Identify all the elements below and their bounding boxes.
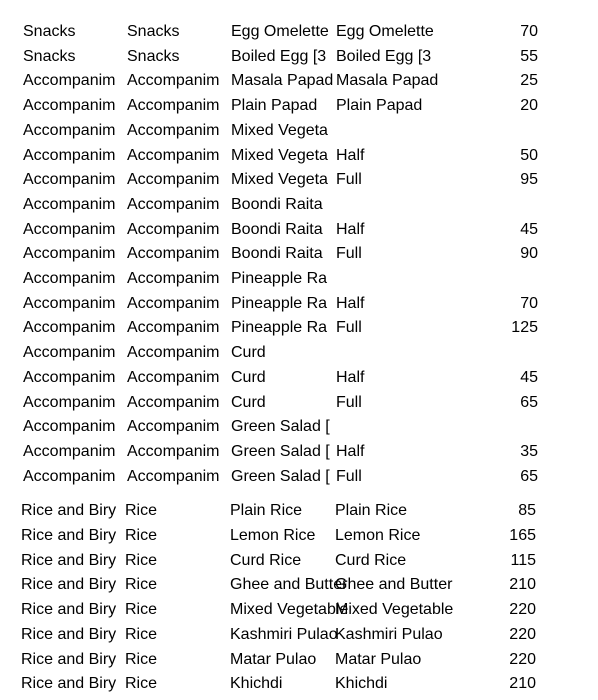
variant-cell: Plain Rice xyxy=(335,502,408,519)
price-cell: 65 xyxy=(520,467,538,485)
price-cell xyxy=(443,267,538,292)
subcategory-cell: Accompanim xyxy=(127,393,220,411)
price-cell: 35 xyxy=(520,442,538,460)
variant-cell xyxy=(336,341,435,366)
category-cell: Accompanim xyxy=(23,319,116,337)
category-cell: Accompanim xyxy=(23,418,116,436)
subcategory-cell: Rice xyxy=(125,526,158,544)
price-cell xyxy=(443,193,538,218)
price-cell xyxy=(443,415,538,440)
variant-cell xyxy=(336,193,435,218)
category-cell: Accompanim xyxy=(23,270,116,287)
category-cell: Rice and Biry xyxy=(21,675,117,693)
variant-cell: Boiled Egg [3 xyxy=(336,47,432,65)
variant-cell: Ghee and Butter xyxy=(335,576,453,594)
subcategory-cell: Rice xyxy=(125,551,158,569)
price-cell: 50 xyxy=(520,146,538,164)
category-cell: Accompanim xyxy=(23,368,116,386)
item-cell: Mixed Vegetable xyxy=(230,601,349,618)
subcategory-cell: Accompanim xyxy=(127,442,220,460)
item-cell: Matar Pulao xyxy=(230,650,317,668)
table-row xyxy=(23,69,598,94)
category-cell: Rice and Biry xyxy=(21,650,117,668)
variant-cell: Khichdi xyxy=(335,675,388,693)
variant-cell: Half xyxy=(336,442,365,460)
category-cell: Rice and Biry xyxy=(21,601,117,618)
price-cell: 165 xyxy=(509,526,536,544)
table-row xyxy=(21,672,596,697)
category-cell: Snacks xyxy=(23,47,76,65)
table-row xyxy=(23,168,598,193)
variant-cell: Plain Papad xyxy=(336,97,423,115)
category-cell: Accompanim xyxy=(23,344,116,362)
item-cell: Lemon Rice xyxy=(230,526,316,544)
price-cell: 20 xyxy=(520,97,538,115)
subcategory-cell: Accompanim xyxy=(127,72,220,90)
table-row xyxy=(21,598,596,623)
subcategory-cell: Rice xyxy=(125,675,158,693)
menu-table-top xyxy=(23,20,575,483)
item-cell: Curd xyxy=(231,393,266,411)
subcategory-cell: Rice xyxy=(125,576,158,594)
category-cell: Rice and Biry xyxy=(21,551,117,569)
price-cell: 55 xyxy=(520,47,538,65)
variant-cell: Full xyxy=(336,319,362,337)
item-cell: Mixed Vegeta xyxy=(231,171,328,189)
variant-cell xyxy=(336,415,435,440)
category-cell: Snacks xyxy=(23,23,76,40)
variant-cell: Half xyxy=(336,146,365,164)
subcategory-cell: Accompanim xyxy=(127,146,220,164)
variant-cell: Masala Papad xyxy=(336,72,439,90)
category-cell: Rice and Biry xyxy=(21,576,117,594)
price-cell: 220 xyxy=(509,650,536,668)
subcategory-cell: Accompanim xyxy=(127,294,220,312)
variant-cell: Kashmiri Pulao xyxy=(335,625,443,643)
table-row xyxy=(23,94,598,119)
table-row xyxy=(23,267,598,292)
table-row xyxy=(21,623,596,648)
price-cell: 70 xyxy=(520,23,538,40)
table-row xyxy=(21,499,596,524)
subcategory-cell: Accompanim xyxy=(127,319,220,337)
subcategory-cell: Snacks xyxy=(127,23,180,40)
subcategory-cell: Accompanim xyxy=(127,195,220,213)
price-cell: 90 xyxy=(520,245,538,263)
table-row xyxy=(23,415,598,440)
price-cell: 65 xyxy=(520,393,538,411)
table-row xyxy=(23,119,598,144)
subcategory-cell: Accompanim xyxy=(127,368,220,386)
table-row xyxy=(23,242,598,267)
item-cell: Green Salad [ xyxy=(231,442,330,460)
category-cell: Accompanim xyxy=(23,72,116,90)
category-cell: Accompanim xyxy=(23,442,116,460)
price-cell: 210 xyxy=(509,576,536,594)
price-cell: 210 xyxy=(509,675,536,693)
variant-cell xyxy=(336,119,435,144)
item-cell: Mixed Vegeta xyxy=(231,146,328,164)
price-cell: 220 xyxy=(509,625,536,643)
item-cell: Plain Rice xyxy=(230,502,303,519)
item-cell: Curd xyxy=(231,344,266,362)
variant-cell: Full xyxy=(336,393,362,411)
category-cell: Accompanim xyxy=(23,195,116,213)
category-cell: Accompanim xyxy=(23,245,116,263)
variant-cell: Lemon Rice xyxy=(335,526,421,544)
table-row xyxy=(23,20,598,45)
subcategory-cell: Snacks xyxy=(127,47,180,65)
item-cell: Pineapple Ra xyxy=(231,294,328,312)
subcategory-cell: Accompanim xyxy=(127,467,220,485)
table-row xyxy=(23,45,598,70)
price-cell: 115 xyxy=(510,551,536,569)
item-cell: Boondi Raita xyxy=(231,220,323,238)
table-row xyxy=(23,193,598,218)
subcategory-cell: Accompanim xyxy=(127,220,220,238)
price-cell: 220 xyxy=(509,601,536,618)
variant-cell: Curd Rice xyxy=(335,551,407,569)
price-cell xyxy=(443,341,538,366)
category-cell: Accompanim xyxy=(23,294,116,312)
item-cell: Mixed Vegeta xyxy=(231,121,328,139)
subcategory-cell: Accompanim xyxy=(127,245,220,263)
variant-cell: Half xyxy=(336,220,365,238)
price-cell: 85 xyxy=(518,502,536,519)
category-cell: Rice and Biry xyxy=(21,526,117,544)
subcategory-cell: Rice xyxy=(125,502,158,519)
price-cell: 125 xyxy=(511,319,538,337)
subcategory-cell: Accompanim xyxy=(127,344,220,362)
subcategory-cell: Accompanim xyxy=(127,171,220,189)
item-cell: Green Salad [ xyxy=(231,418,330,436)
variant-cell: Mixed Vegetable xyxy=(335,601,454,618)
table-row xyxy=(23,391,598,416)
menu-table-bottom xyxy=(21,499,575,700)
variant-cell: Full xyxy=(336,245,362,263)
price-cell: 25 xyxy=(520,72,538,90)
table-row xyxy=(23,366,598,391)
item-cell: Green Salad [ xyxy=(231,467,330,485)
price-cell: 45 xyxy=(520,220,538,238)
table-row xyxy=(23,440,598,465)
table-row xyxy=(23,292,598,317)
table-row xyxy=(21,648,596,673)
subcategory-cell: Rice xyxy=(125,625,158,643)
price-cell: 70 xyxy=(520,294,538,312)
category-cell: Accompanim xyxy=(23,97,116,115)
price-cell xyxy=(443,119,538,144)
item-cell: Boondi Raita xyxy=(231,195,323,213)
subcategory-cell: Rice xyxy=(125,601,158,618)
category-cell: Accompanim xyxy=(23,393,116,411)
variant-cell: Half xyxy=(336,294,365,312)
category-cell: Accompanim xyxy=(23,467,116,485)
table-row xyxy=(23,218,598,243)
item-cell: Pineapple Ra xyxy=(231,270,328,287)
item-cell: Masala Papad xyxy=(231,72,334,90)
item-cell: Ghee and Butter xyxy=(230,576,348,594)
variant-cell: Half xyxy=(336,368,365,386)
item-cell: Khichdi xyxy=(230,675,283,693)
price-cell: 95 xyxy=(520,171,538,189)
subcategory-cell: Accompanim xyxy=(127,270,220,287)
variant-cell: Full xyxy=(336,171,362,189)
table-row xyxy=(23,341,598,366)
item-cell: Curd Rice xyxy=(230,551,302,569)
variant-cell: Full xyxy=(336,467,362,485)
table-row xyxy=(21,524,596,549)
category-cell: Rice and Biry xyxy=(21,502,117,519)
table-row xyxy=(23,144,598,169)
category-cell: Accompanim xyxy=(23,220,116,238)
table-row xyxy=(23,465,598,490)
table-row xyxy=(21,573,596,598)
item-cell: Kashmiri Pulao xyxy=(230,625,338,643)
price-cell: 45 xyxy=(520,368,538,386)
category-cell: Accompanim xyxy=(23,171,116,189)
variant-cell xyxy=(336,267,435,292)
item-cell: Plain Papad xyxy=(231,97,318,115)
subcategory-cell: Accompanim xyxy=(127,97,220,115)
item-cell: Boondi Raita xyxy=(231,245,323,263)
subcategory-cell: Accompanim xyxy=(127,121,220,139)
item-cell: Boiled Egg [3 xyxy=(231,47,327,65)
category-cell: Rice and Biry xyxy=(21,625,117,643)
subcategory-cell: Rice xyxy=(125,650,158,668)
variant-cell: Egg Omelette xyxy=(336,23,434,40)
item-cell: Pineapple Ra xyxy=(231,319,328,337)
variant-cell: Matar Pulao xyxy=(335,650,422,668)
category-cell: Accompanim xyxy=(23,121,116,139)
table-row xyxy=(21,549,596,574)
item-cell: Egg Omelette xyxy=(231,23,329,40)
subcategory-cell: Accompanim xyxy=(127,418,220,436)
category-cell: Accompanim xyxy=(23,146,116,164)
item-cell: Curd xyxy=(231,368,266,386)
table-row xyxy=(23,316,598,341)
